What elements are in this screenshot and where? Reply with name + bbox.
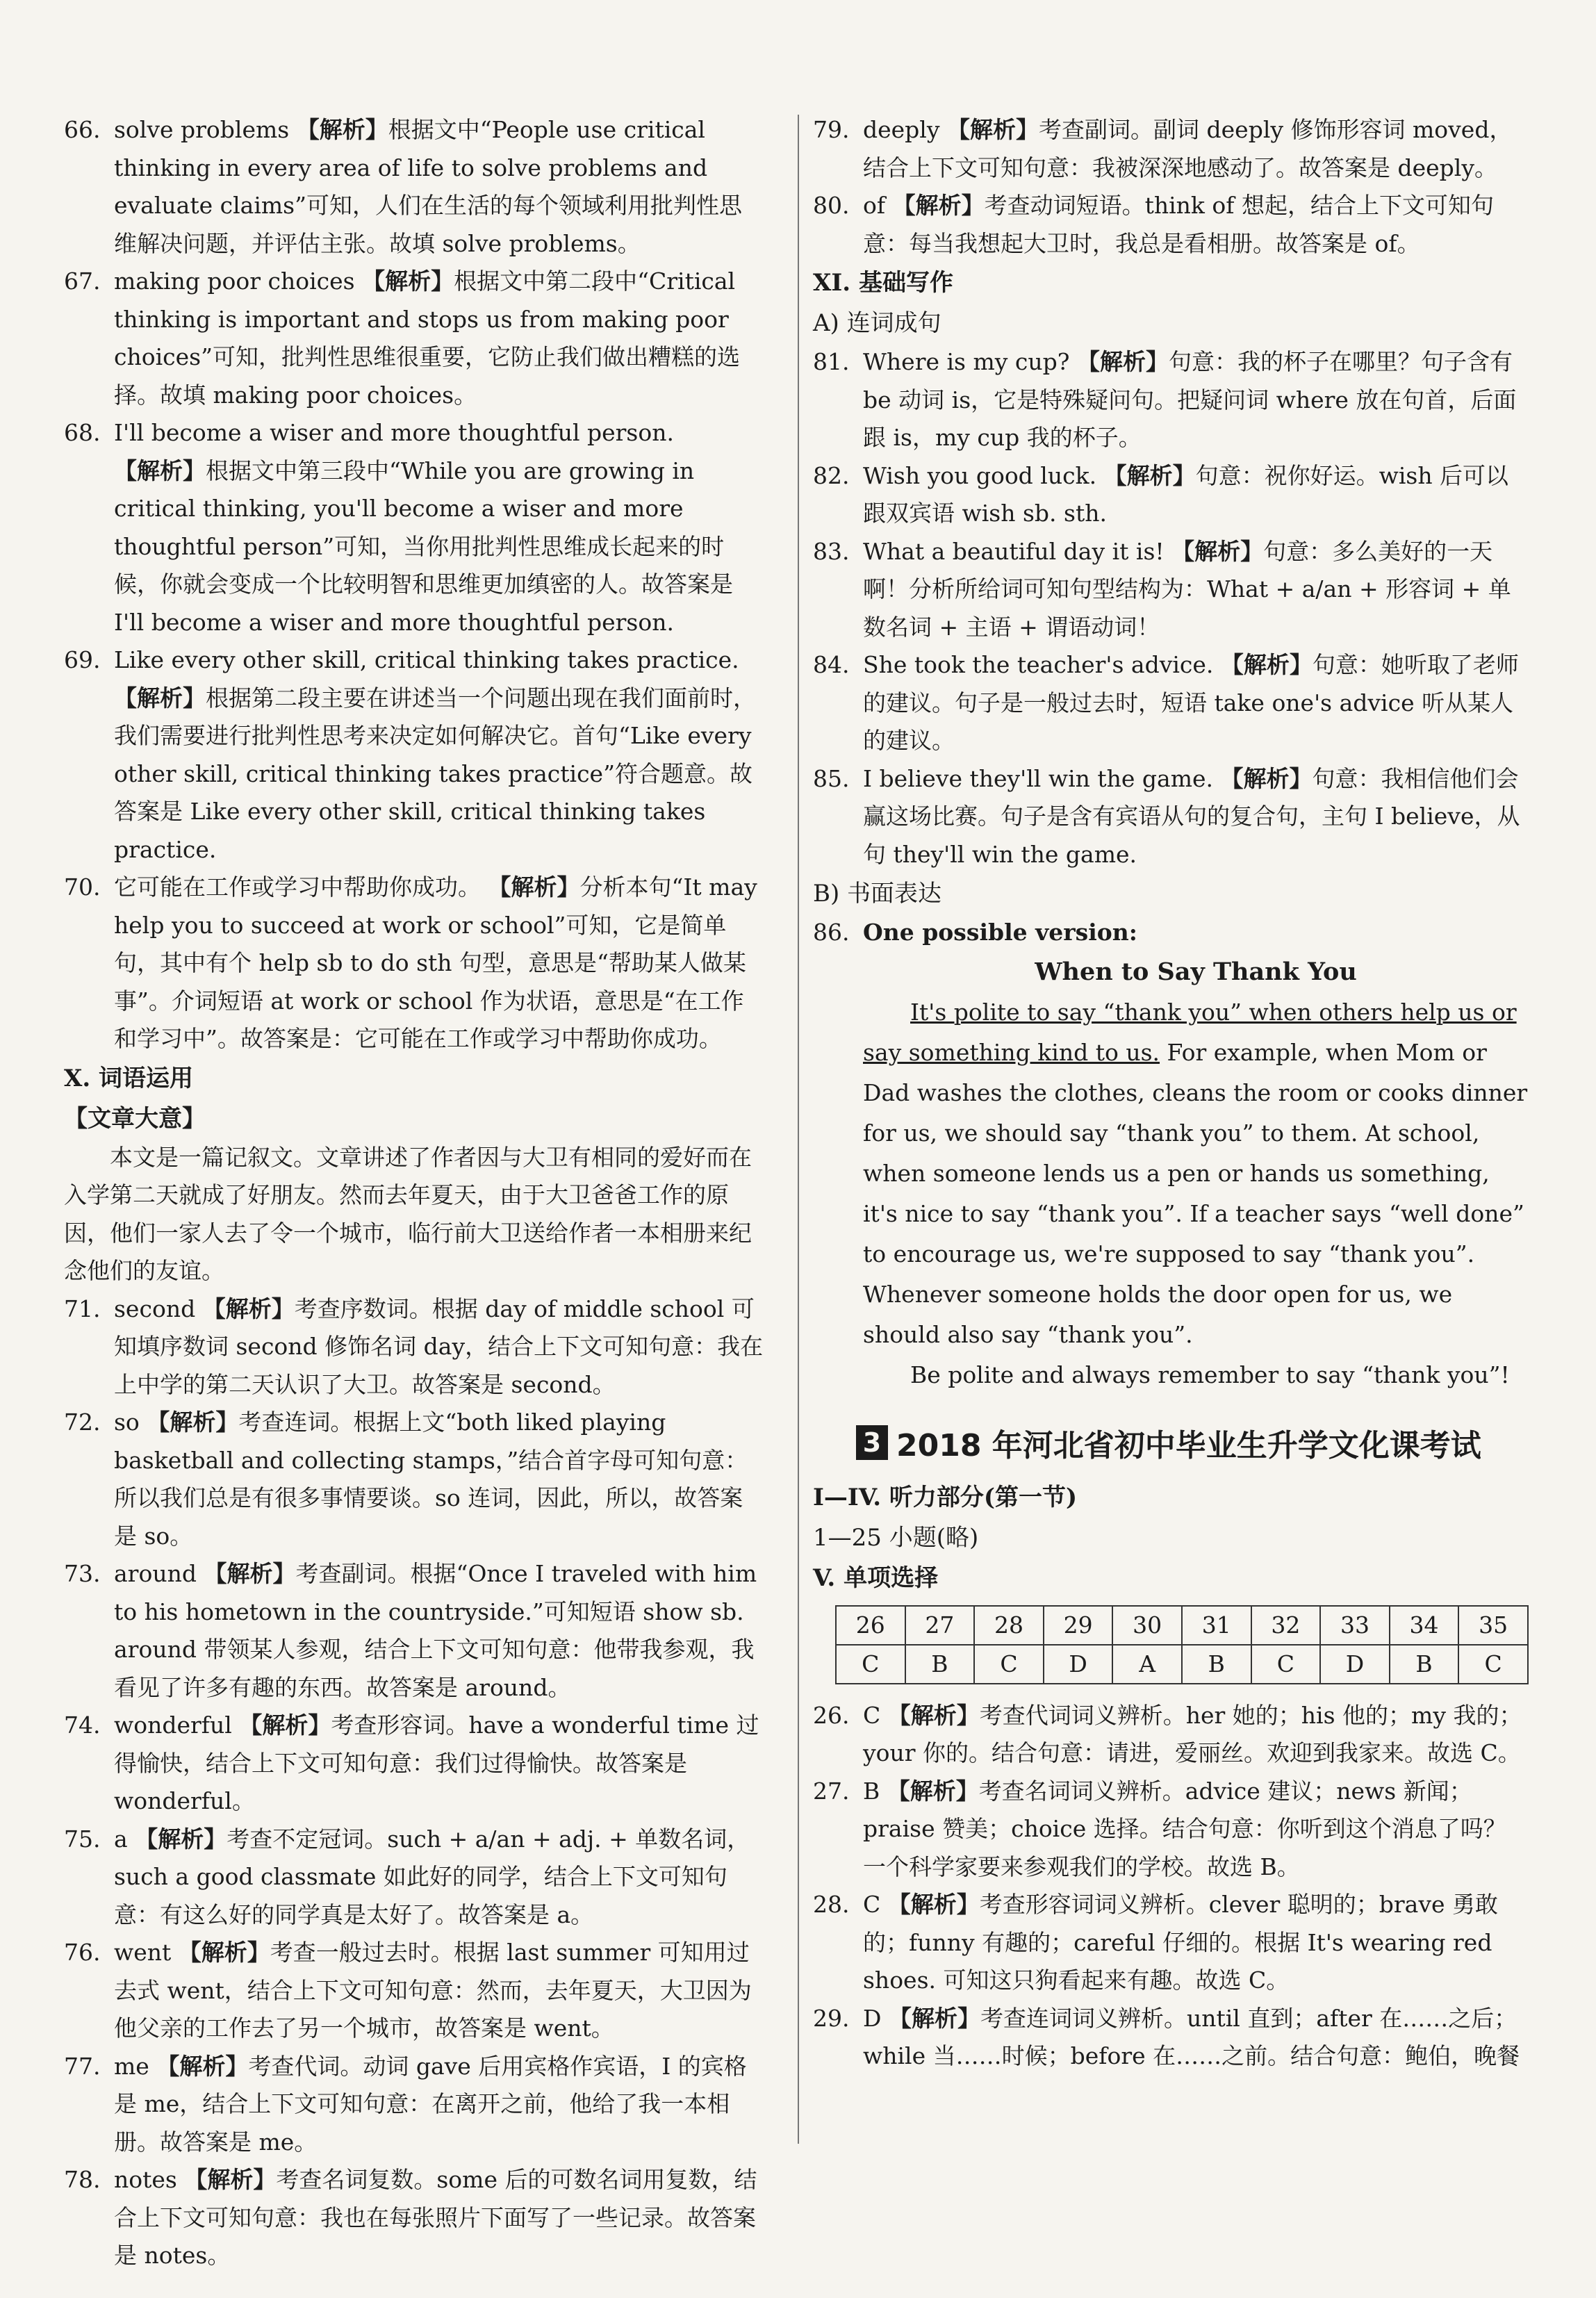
- answer-86: 86. One possible version:: [813, 919, 1137, 946]
- answer-74: 74. wonderful 【解析】考查形容词。have a wonderful time 过得愉快，结合上下文可知句意：我们过得愉快。故答案是 wonderful。: [64, 1712, 759, 1814]
- left-column: [64, 111, 764, 2275]
- answer-29: 29. D 【解析】考查连词词义辨析。until 直到；after 在……之后；while 当……时候；before 在……之前。结合句意：鲍伯，晚餐: [813, 2004, 1520, 2069]
- answer-84: 84. She took the teacher's advice. 【解析】句意：她听取了老师的建议。句子是一般过去时，短语 take one's advice 听从某人的建议。: [813, 651, 1519, 754]
- answer-68: 68. I'll become a wiser and more thoughtful person. 【解析】根据文中第三段中“While you are growing in critical thinking, you'll become a wiser and more thoughtful person”可知，当你用批判性思维成长起来的时候，你就会变成一个比较明智和思维更加缜密的人。故答案是 I'll become a wiser and more thoughtful person.: [64, 419, 733, 636]
- summary-text: 本文是一篇记叙文。文章讲述了作者因与大卫有相同的爱好而在入学第二天就成了好朋友。然而去年夏天，由于大卫爸爸工作的原因，他们一家人去了令一个城市，临行前大卫送给作者一本相册来纪念他们的友谊。: [64, 1143, 752, 1284]
- answer-85: 85. I believe they'll win the game. 【解析】句意：我相信他们会赢这场比赛。句子是含有宾语从句的复合句，主句 I believe，从句 they'll win the game.: [813, 764, 1520, 868]
- answer-78: 78. notes 【解析】考查名词复数。some 后的可数名词用复数，结合上下文可知句意：我也在每张照片下面写了一些记录。故答案是 notes。: [64, 2166, 757, 2269]
- table-cell: 27: [905, 1606, 975, 1645]
- section-heading-5: V. 单项选择: [813, 1564, 939, 1592]
- table-cell: B: [1182, 1645, 1251, 1684]
- answer-80: 80. of 【解析】考查动词短语。think of 想起，结合上下文可知句意：每当我想起大卫时，我总是看相册。故答案是 of。: [813, 192, 1494, 257]
- answer-67: 67. making poor choices 【解析】根据文中第二段中“Critical thinking is important and stops us from making poor choices”可知，批判性思维很重要，它防止我们做出糟糕的选择。故填 making poor choices。: [64, 268, 740, 409]
- essay-body: For example, when Mom or Dad washes the clothes, cleans the room or cooks dinner for us, we should say “thank you” to them. At school, when someone lends us a pen or hands us something, it's nice to say “thank you”. If a teacher says “well done” to encourage us, we're supposed to say “thank you”. Whenever someone holds the door open for us, we should also say “thank you”.: [863, 1038, 1528, 1348]
- essay-title: When to Say Thank You: [1035, 957, 1357, 986]
- table-cell: C: [836, 1645, 905, 1684]
- table-cell: C: [974, 1645, 1044, 1684]
- answer-81: 81. Where is my cup? 【解析】句意：我的杯子在哪里？句子含有 be 动词 is，它是特殊疑问句。把疑问词 where 放在句首，后面跟 is，my cup 我的杯子。: [813, 348, 1517, 451]
- answer-75: 75. a 【解析】考查不定冠词。such + a/an + adj. + 单数名词，such a good classmate 如此好的同学，结合上下文可知句意：有这么好的同学真是太好了。故答案是 a。: [64, 1825, 750, 1928]
- summary-label: 【文章大意】: [64, 1104, 206, 1133]
- section-heading-11: XI. 基础写作: [813, 269, 953, 297]
- listening-note: 1—25 小题(略): [813, 1523, 979, 1552]
- table-cell: C: [1251, 1645, 1321, 1684]
- answer-28: 28. C 【解析】考查形容词词义辨析。clever 聪明的；brave 勇敢的；funny 有趣的；careful 仔细的。根据 It's wearing red shoes. 可知这只狗看起来有趣。故选 C。: [813, 1891, 1498, 1994]
- table-cell: B: [1390, 1645, 1459, 1684]
- section-heading-10: X. 词语运用: [64, 1064, 194, 1092]
- answer-76: 76. went 【解析】考查一般过去时。根据 last summer 可知用过去式 went，结合上下文可知句意：然而，去年夏天，大卫因为他父亲的工作去了另一个城市，故答案是 went。: [64, 1939, 752, 2042]
- answer-72: 72. so 【解析】考查连词。根据上文“both liked playing basketball and collecting stamps，”结合首字母可知句意：所以我们总是有很多事情要谈。so 连词，因此，所以，故答案是 so。: [64, 1409, 748, 1550]
- table-cell: 26: [836, 1606, 905, 1645]
- answer-69: 69. Like every other skill, critical thinking takes practice. 【解析】根据第二段主要在讲述当一个问题出现在我们面前时，我们需要进行批判性思考来决定如何解决它。首句“Like every other skill, critical thinking takes practice”符合题意。故答案是 Like every other skill, critical thinking takes practice.: [64, 646, 756, 863]
- table-cell: 34: [1390, 1606, 1459, 1645]
- table-cell: A: [1112, 1645, 1182, 1684]
- table-cell: 33: [1320, 1606, 1390, 1645]
- table-cell: C: [1458, 1645, 1528, 1684]
- table-cell: B: [905, 1645, 975, 1684]
- answer-70: 70. 它可能在工作或学习中帮助你成功。 【解析】分析本句“It may help you to succeed at work or school”可知，它是简单句，其中有个 help sb to do sth 句型，意思是“帮助某人做某事”。介词短语 at work or school 作为状语，意思是“在工作和学习中”。故答案是：它可能在工作或学习中帮助你成功。: [64, 873, 757, 1052]
- answer-73: 73. around 【解析】考查副词。根据“Once I traveled with him to his hometown in the countryside.”可知短语 show sb. around 带领某人参观，结合上下文可知句意：他带我参观，我看见了许多有趣的东西。故答案是 around。: [64, 1560, 757, 1701]
- essay-paragraph-1: [813, 992, 1529, 1355]
- answer-71: 71. second 【解析】考查序数词。根据 day of middle school 可知填序数词 second 修饰名词 day，结合上下文可知句意：我在上中学的第二天认识了大卫。故答案是 second。: [64, 1295, 764, 1398]
- answer-79: 79. deeply 【解析】考查副词。副词 deeply 修饰形容词 moved，结合上下文可知句意：我被深深地感动了。故答案是 deeply。: [813, 116, 1513, 181]
- column-divider: [798, 115, 799, 2144]
- answer-26: 26. C 【解析】考查代词词义辨析。her 她的；his 他的；my 我的；your 你的。结合句意：请进，爱丽丝。欢迎到我家来。故选 C。: [813, 1701, 1522, 1766]
- subsection-b: B) 书面表达: [813, 880, 942, 908]
- table-cell: 32: [1251, 1606, 1321, 1645]
- table-cell: 35: [1458, 1606, 1528, 1645]
- essay-paragraph-2: Be polite and always remember to say “thank you”!: [910, 1361, 1510, 1388]
- table-cell: 31: [1182, 1606, 1251, 1645]
- exam-title-text: 2018 年河北省初中毕业生升学文化课考试: [896, 1427, 1481, 1463]
- answer-table: [835, 1605, 1529, 1684]
- answer-table-letters: [836, 1645, 1528, 1684]
- answer-77: 77. me 【解析】考查代词。动词 gave 后用宾格作宾语，I 的宾格是 me，结合上下文可知句意：在离开之前，他给了我一本相册。故答案是 me。: [64, 2052, 747, 2156]
- table-cell: 29: [1044, 1606, 1113, 1645]
- table-cell: D: [1320, 1645, 1390, 1684]
- essay-topic-sentence: It's polite to say “thank you” when others help us or say something kind to us.: [863, 998, 1517, 1066]
- subsection-a: A) 连词成句: [813, 309, 941, 337]
- answer-82: 82. Wish you good luck. 【解析】句意：祝你好运。wish 后可以跟双宾语 wish sb. sth.: [813, 461, 1509, 527]
- answer-66: 66. solve problems 【解析】根据文中“People use critical thinking in every area of life to solve problems and evaluate claims”可知，人们在生活的每个领域利用批判性思维解决问题，并评估主张。故填 solve problems。: [64, 116, 742, 257]
- answer-27: 27. B 【解析】考查名词词义辨析。advice 建议；news 新闻；praise 赞美；choice 选择。结合句意：你听到这个消息了吗？一个科学家要来参观我们的学校。故选 B。: [813, 1777, 1506, 1880]
- table-cell: 28: [974, 1606, 1044, 1645]
- listening-heading: I—IV. 听力部分(第一节): [813, 1483, 1078, 1511]
- exam-title: [813, 1420, 1529, 1465]
- answer-table-numbers: [836, 1606, 1528, 1645]
- table-cell: D: [1044, 1645, 1113, 1684]
- table-cell: 30: [1112, 1606, 1182, 1645]
- right-column: [813, 111, 1529, 2076]
- exam-number-badge: 3: [856, 1425, 888, 1460]
- answer-83: 83. What a beautiful day it is! 【解析】句意：多么美好的一天啊！分析所给词可知句型结构为：What + a/an + 形容词 + 单数名词 + 主语 + 谓语动词！: [813, 537, 1511, 641]
